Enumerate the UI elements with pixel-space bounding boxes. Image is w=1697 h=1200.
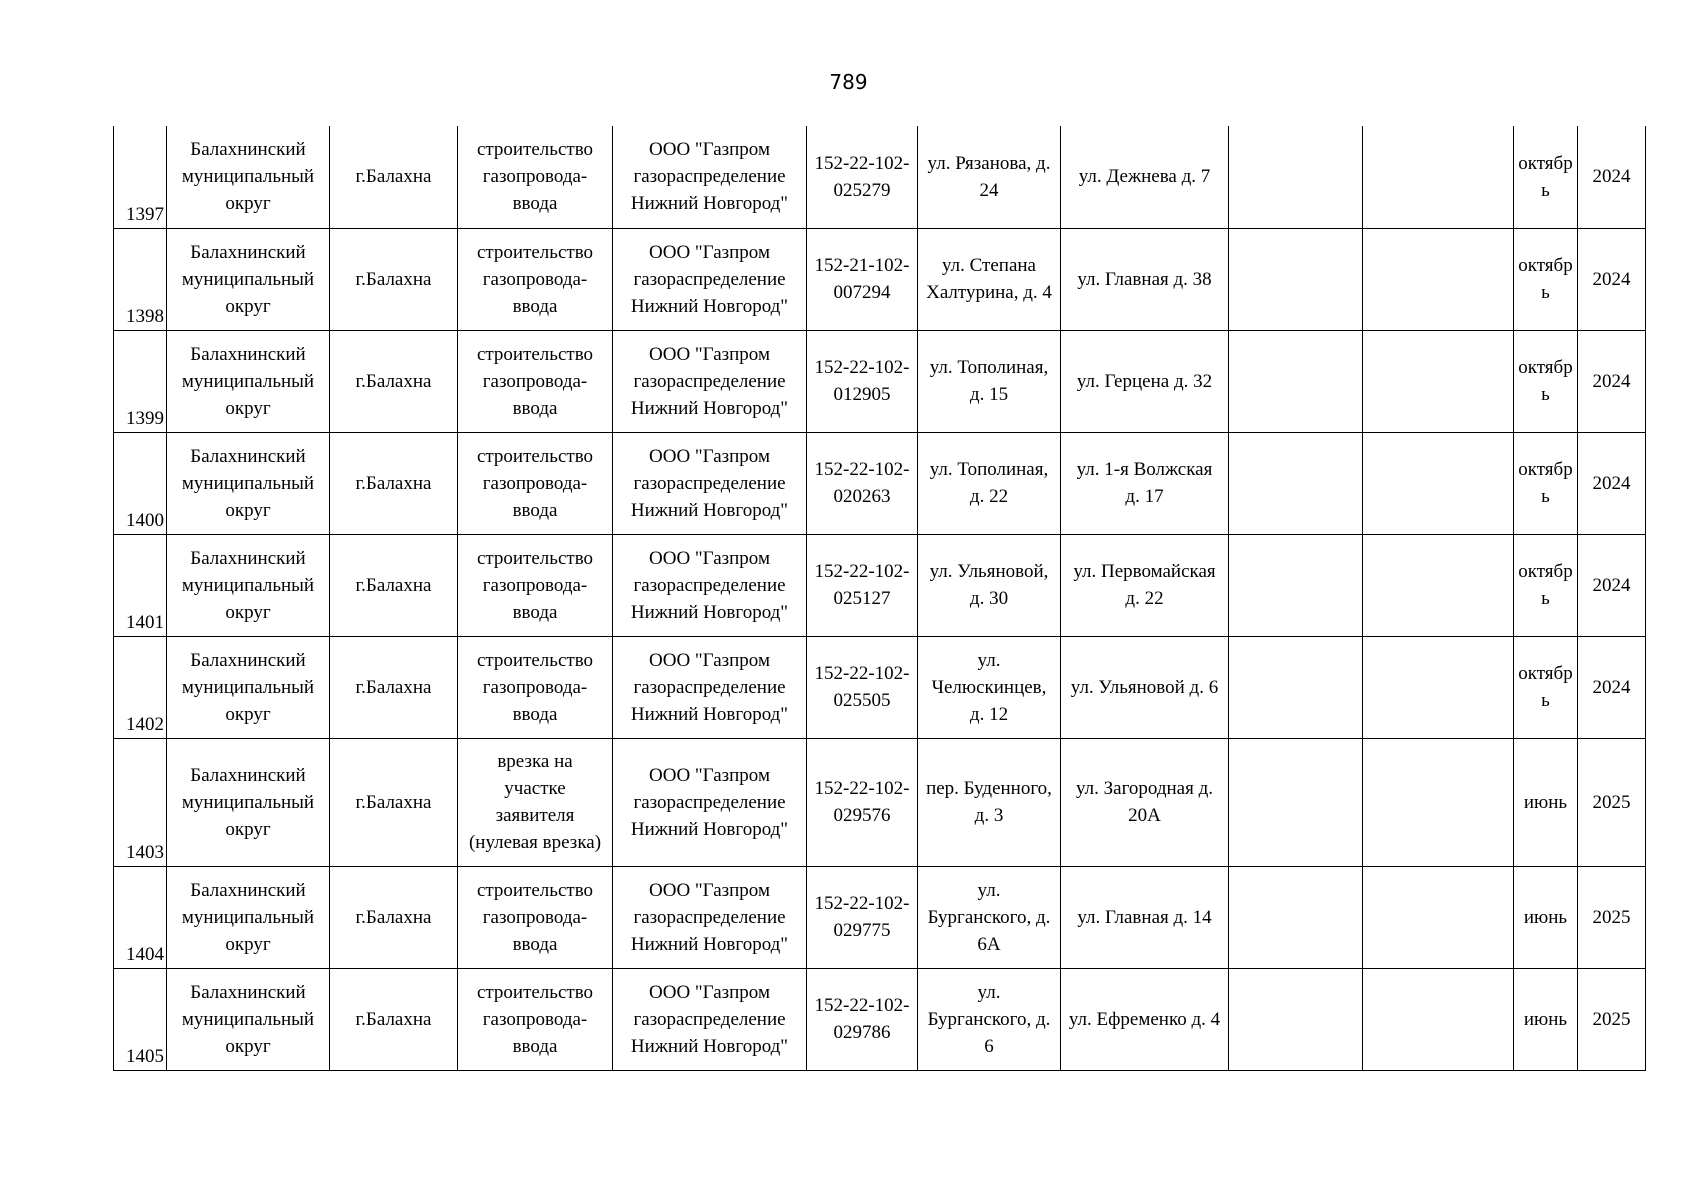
object-address-cell xyxy=(918,330,1061,432)
application-code-line: 025505 xyxy=(833,690,891,711)
organization-line: газораспределение xyxy=(633,370,786,392)
work-type-line: строительство xyxy=(476,547,594,569)
application-code-line: 152-22-102- xyxy=(814,995,910,1016)
object-address-cell xyxy=(918,636,1061,738)
year-cell: 2024 xyxy=(1578,330,1646,432)
empty-cell-b xyxy=(1363,866,1514,968)
work-type-cell xyxy=(458,228,613,330)
organization-line: газораспределение xyxy=(633,791,786,813)
month-cell xyxy=(1514,636,1578,738)
application-code-cell xyxy=(807,968,918,1070)
work-type-line: строительство xyxy=(476,445,594,467)
connection-address-line: ул. Главная д. 14 xyxy=(1077,906,1212,928)
district-line: Балахнинский xyxy=(190,879,306,901)
month-line: июнь xyxy=(1523,906,1568,928)
district-line: округ xyxy=(225,193,271,215)
work-type-cell xyxy=(458,534,613,636)
empty-cell-b xyxy=(1363,534,1514,636)
district-cell xyxy=(167,636,330,738)
city-cell: г.Балахна xyxy=(330,866,458,968)
application-code-cell xyxy=(807,126,918,228)
object-address-line: ул. Тополиная, xyxy=(929,357,1049,378)
organization-line: Нижний Новгород" xyxy=(630,193,789,215)
empty-cell-a xyxy=(1229,968,1363,1070)
month-cell xyxy=(1514,228,1578,330)
row-number-cell: 1398 xyxy=(114,228,167,330)
connection-address-line: ул. Первомайская xyxy=(1073,561,1216,582)
work-type-cell xyxy=(458,738,613,866)
work-type-line: газопровода- xyxy=(482,676,588,698)
object-address-line: д. 3 xyxy=(974,805,1004,826)
object-address-line: Халтурина, д. 4 xyxy=(926,282,1052,303)
organization-line: Нижний Новгород" xyxy=(630,1035,789,1057)
work-type-line: ввода xyxy=(512,703,558,725)
table-row xyxy=(114,228,1646,330)
city-cell: г.Балахна xyxy=(330,636,458,738)
empty-cell-b xyxy=(1363,432,1514,534)
district-cell xyxy=(167,534,330,636)
object-address-line: пер. Буденного, xyxy=(926,778,1052,799)
organization-cell xyxy=(613,866,807,968)
month-cell xyxy=(1514,968,1578,1070)
connection-address-line: ул. Ульяновой д. 6 xyxy=(1070,676,1219,698)
organization-line: газораспределение xyxy=(633,166,786,188)
table-body xyxy=(114,126,1646,1070)
organization-line: Нижний Новгород" xyxy=(630,601,789,623)
month-line: ь xyxy=(1541,690,1550,711)
connection-address-line: ул. Дежнева д. 7 xyxy=(1078,166,1211,188)
object-address-line: д. 22 xyxy=(969,486,1009,507)
application-code-line: 029775 xyxy=(833,920,891,941)
district-line: округ xyxy=(225,499,271,521)
organization-line: газораспределение xyxy=(633,1008,786,1030)
organization-line: ООО "Газпром xyxy=(649,547,770,569)
row-number-cell: 1402 xyxy=(114,636,167,738)
application-code-cell xyxy=(807,866,918,968)
application-code-line: 152-22-102- xyxy=(814,778,910,799)
month-cell xyxy=(1514,432,1578,534)
year-cell: 2024 xyxy=(1578,228,1646,330)
empty-cell-b xyxy=(1363,738,1514,866)
object-address-cell xyxy=(918,738,1061,866)
application-code-cell xyxy=(807,228,918,330)
district-line: Балахнинский xyxy=(190,445,306,467)
application-code-cell xyxy=(807,534,918,636)
table-row xyxy=(114,432,1646,534)
month-line: октябр xyxy=(1518,357,1573,378)
empty-cell-a xyxy=(1229,126,1363,228)
object-address-line: ул. Ульяновой, xyxy=(929,561,1049,582)
object-address-line: ул. xyxy=(977,649,1001,671)
month-line: октябр xyxy=(1518,459,1573,480)
object-address-cell xyxy=(918,866,1061,968)
district-line: Балахнинский xyxy=(190,241,306,263)
organization-line: ООО "Газпром xyxy=(649,649,770,671)
year-cell: 2025 xyxy=(1578,738,1646,866)
work-type-line: строительство xyxy=(476,241,594,263)
district-line: округ xyxy=(225,295,271,317)
organization-cell xyxy=(613,330,807,432)
organization-cell xyxy=(613,968,807,1070)
connection-address-cell xyxy=(1061,228,1229,330)
organization-line: ООО "Газпром xyxy=(649,241,770,263)
organization-line: ООО "Газпром xyxy=(649,445,770,467)
organization-line: газораспределение xyxy=(633,472,786,494)
connection-address-line: ул. Загородная д. xyxy=(1075,778,1214,799)
object-address-cell xyxy=(918,228,1061,330)
empty-cell-a xyxy=(1229,866,1363,968)
application-code-line: 152-22-102- xyxy=(814,663,910,684)
empty-cell-b xyxy=(1363,968,1514,1070)
organization-line: ООО "Газпром xyxy=(649,981,770,1003)
month-line: ь xyxy=(1541,384,1550,405)
row-number-cell: 1403 xyxy=(114,738,167,866)
district-line: Балахнинский xyxy=(190,343,306,365)
district-line: округ xyxy=(225,818,271,840)
district-line: муниципальный xyxy=(181,1008,315,1030)
table-row xyxy=(114,534,1646,636)
month-line: ь xyxy=(1541,179,1550,201)
empty-cell-a xyxy=(1229,534,1363,636)
district-line: округ xyxy=(225,703,271,725)
empty-cell-b xyxy=(1363,228,1514,330)
application-code-line: 007294 xyxy=(833,282,891,303)
district-line: Балахнинский xyxy=(190,547,306,569)
district-line: Балахнинский xyxy=(190,764,306,786)
work-type-line: (нулевая врезка) xyxy=(468,832,602,853)
district-line: муниципальный xyxy=(181,166,315,188)
district-line: Балахнинский xyxy=(190,649,306,671)
organization-line: ООО "Газпром xyxy=(649,343,770,365)
work-type-line: ввода xyxy=(512,397,558,419)
object-address-line: ул. xyxy=(977,879,1001,901)
connection-address-cell xyxy=(1061,738,1229,866)
empty-cell-a xyxy=(1229,636,1363,738)
row-number-cell: 1400 xyxy=(114,432,167,534)
district-line: муниципальный xyxy=(181,791,315,813)
table-row xyxy=(114,738,1646,866)
city-cell: г.Балахна xyxy=(330,738,458,866)
application-code-cell xyxy=(807,738,918,866)
work-type-cell xyxy=(458,330,613,432)
month-cell xyxy=(1514,330,1578,432)
work-type-cell xyxy=(458,432,613,534)
connection-address-cell xyxy=(1061,968,1229,1070)
district-line: округ xyxy=(225,933,271,955)
object-address-line: Бурганского, д. xyxy=(927,906,1051,928)
organization-cell xyxy=(613,636,807,738)
row-number-cell: 1399 xyxy=(114,330,167,432)
organization-line: газораспределение xyxy=(633,268,786,290)
work-type-cell xyxy=(458,866,613,968)
application-code-line: 152-22-102- xyxy=(814,561,910,582)
organization-cell xyxy=(613,126,807,228)
district-line: муниципальный xyxy=(181,370,315,392)
connection-address-cell xyxy=(1061,534,1229,636)
district-cell xyxy=(167,432,330,534)
table-row xyxy=(114,636,1646,738)
empty-cell-b xyxy=(1363,126,1514,228)
connection-address-line: ул. Главная д. 38 xyxy=(1077,268,1212,290)
object-address-cell xyxy=(918,432,1061,534)
organization-cell xyxy=(613,228,807,330)
year-cell: 2024 xyxy=(1578,636,1646,738)
city-cell: г.Балахна xyxy=(330,534,458,636)
work-type-line: газопровода- xyxy=(482,166,588,188)
connection-address-line: ул. Герцена д. 32 xyxy=(1076,370,1213,392)
work-type-line: строительство xyxy=(476,649,594,671)
organization-cell xyxy=(613,738,807,866)
row-number-cell: 1397 xyxy=(114,126,167,228)
city-cell: г.Балахна xyxy=(330,968,458,1070)
organization-line: газораспределение xyxy=(633,906,786,928)
work-type-cell xyxy=(458,968,613,1070)
district-line: муниципальный xyxy=(181,268,315,290)
connection-address-line: ул. 1-я Волжская xyxy=(1076,459,1213,480)
object-address-line: Челюскинцев, xyxy=(931,676,1047,698)
application-code-line: 152-21-102- xyxy=(814,255,910,276)
organization-cell xyxy=(613,534,807,636)
empty-cell-b xyxy=(1363,636,1514,738)
table-row xyxy=(114,126,1646,228)
object-address-line: ул. xyxy=(977,981,1001,1003)
row-number-cell: 1405 xyxy=(114,968,167,1070)
empty-cell-a xyxy=(1229,330,1363,432)
month-line: июнь xyxy=(1523,791,1568,813)
work-type-line: газопровода- xyxy=(482,1008,588,1030)
work-type-line: ввода xyxy=(512,499,558,521)
application-code-line: 012905 xyxy=(833,384,891,405)
connection-address-line: д. 17 xyxy=(1125,486,1164,507)
row-number-cell: 1404 xyxy=(114,866,167,968)
empty-cell-a xyxy=(1229,738,1363,866)
work-type-line: ввода xyxy=(512,1035,558,1057)
organization-line: ООО "Газпром xyxy=(649,139,770,161)
work-type-line: ввода xyxy=(512,601,558,623)
table-row xyxy=(114,968,1646,1070)
application-code-line: 029786 xyxy=(833,1022,891,1043)
work-type-line: строительство xyxy=(476,343,594,365)
application-code-line: 025127 xyxy=(833,588,891,609)
year-cell: 2025 xyxy=(1578,866,1646,968)
object-address-line: 6 xyxy=(984,1035,994,1057)
district-cell xyxy=(167,738,330,866)
organization-line: Нижний Новгород" xyxy=(630,295,789,317)
connection-address-cell xyxy=(1061,636,1229,738)
application-code-line: 152-22-102- xyxy=(814,152,910,174)
data-table xyxy=(113,126,1646,1071)
district-line: округ xyxy=(225,601,271,623)
connection-address-cell xyxy=(1061,866,1229,968)
work-type-line: врезка на xyxy=(497,751,573,772)
empty-cell-a xyxy=(1229,432,1363,534)
district-cell xyxy=(167,968,330,1070)
month-cell xyxy=(1514,126,1578,228)
object-address-line: ул. Тополиная, xyxy=(929,459,1049,480)
year-cell: 2024 xyxy=(1578,534,1646,636)
object-address-cell xyxy=(918,968,1061,1070)
object-address-line: Бурганского, д. xyxy=(927,1008,1051,1030)
object-address-cell xyxy=(918,534,1061,636)
work-type-line: ввода xyxy=(512,933,558,955)
district-cell xyxy=(167,866,330,968)
row-number-cell: 1401 xyxy=(114,534,167,636)
district-line: Балахнинский xyxy=(190,981,306,1003)
empty-cell-a xyxy=(1229,228,1363,330)
application-code-cell xyxy=(807,432,918,534)
work-type-line: ввода xyxy=(512,193,558,215)
work-type-line: газопровода- xyxy=(482,906,588,928)
month-line: ь xyxy=(1541,282,1550,303)
work-type-cell xyxy=(458,636,613,738)
year-cell: 2024 xyxy=(1578,432,1646,534)
organization-line: Нижний Новгород" xyxy=(630,933,789,955)
page-number: 789 xyxy=(829,70,868,94)
application-code-line: 152-22-102- xyxy=(814,893,910,914)
object-address-line: ул. Рязанова, д. xyxy=(927,152,1051,174)
city-cell: г.Балахна xyxy=(330,228,458,330)
work-type-cell xyxy=(458,126,613,228)
city-cell: г.Балахна xyxy=(330,330,458,432)
work-type-line: заявителя xyxy=(495,805,575,826)
organization-line: газораспределение xyxy=(633,676,786,698)
month-line: ь xyxy=(1541,588,1550,609)
month-line: октябр xyxy=(1518,561,1573,582)
application-code-line: 020263 xyxy=(833,486,891,507)
district-line: муниципальный xyxy=(181,574,315,596)
organization-line: Нижний Новгород" xyxy=(630,703,789,725)
object-address-line: 24 xyxy=(979,179,999,201)
application-code-line: 152-22-102- xyxy=(814,357,910,378)
connection-address-cell xyxy=(1061,126,1229,228)
application-code-cell xyxy=(807,330,918,432)
work-type-line: строительство xyxy=(476,139,594,161)
month-line: ь xyxy=(1541,486,1550,507)
district-cell xyxy=(167,330,330,432)
object-address-line: 6А xyxy=(977,933,1001,955)
connection-address-line: 20А xyxy=(1128,805,1161,826)
application-code-line: 152-22-102- xyxy=(814,459,910,480)
organization-line: Нижний Новгород" xyxy=(630,397,789,419)
object-address-cell xyxy=(918,126,1061,228)
work-type-line: участке xyxy=(504,778,566,799)
connection-address-line: ул. Ефременко д. 4 xyxy=(1068,1008,1221,1030)
object-address-line: д. 12 xyxy=(969,703,1009,725)
connection-address-line: д. 22 xyxy=(1125,588,1164,609)
month-line: октябр xyxy=(1518,663,1573,684)
month-line: июнь xyxy=(1523,1008,1568,1030)
organization-line: газораспределение xyxy=(633,574,786,596)
work-type-line: строительство xyxy=(476,981,594,1003)
month-line: октябр xyxy=(1518,152,1573,174)
table-row xyxy=(114,866,1646,968)
district-line: муниципальный xyxy=(181,472,315,494)
application-code-line: 025279 xyxy=(833,179,891,201)
district-line: округ xyxy=(225,1035,271,1057)
application-code-cell xyxy=(807,636,918,738)
object-address-line: ул. Степана xyxy=(941,255,1036,276)
district-cell xyxy=(167,228,330,330)
connection-address-cell xyxy=(1061,330,1229,432)
table-row xyxy=(114,330,1646,432)
organization-line: ООО "Газпром xyxy=(649,764,770,786)
application-code-line: 029576 xyxy=(833,805,891,826)
district-line: Балахнинский xyxy=(190,139,306,161)
connection-address-cell xyxy=(1061,432,1229,534)
month-cell xyxy=(1514,534,1578,636)
district-line: муниципальный xyxy=(181,906,315,928)
month-cell xyxy=(1514,866,1578,968)
city-cell: г.Балахна xyxy=(330,432,458,534)
organization-line: ООО "Газпром xyxy=(649,879,770,901)
month-line: октябр xyxy=(1518,255,1573,276)
empty-cell-b xyxy=(1363,330,1514,432)
month-cell xyxy=(1514,738,1578,866)
district-line: округ xyxy=(225,397,271,419)
district-line: муниципальный xyxy=(181,676,315,698)
work-type-line: газопровода- xyxy=(482,370,588,392)
work-type-line: газопровода- xyxy=(482,574,588,596)
object-address-line: д. 30 xyxy=(969,588,1009,609)
organization-line: Нижний Новгород" xyxy=(630,818,789,840)
object-address-line: д. 15 xyxy=(969,384,1009,405)
city-cell: г.Балахна xyxy=(330,126,458,228)
work-type-line: газопровода- xyxy=(482,472,588,494)
year-cell: 2025 xyxy=(1578,968,1646,1070)
year-cell: 2024 xyxy=(1578,126,1646,228)
work-type-line: газопровода- xyxy=(482,268,588,290)
organization-line: Нижний Новгород" xyxy=(630,499,789,521)
work-type-line: строительство xyxy=(476,879,594,901)
organization-cell xyxy=(613,432,807,534)
work-type-line: ввода xyxy=(512,295,558,317)
district-cell xyxy=(167,126,330,228)
